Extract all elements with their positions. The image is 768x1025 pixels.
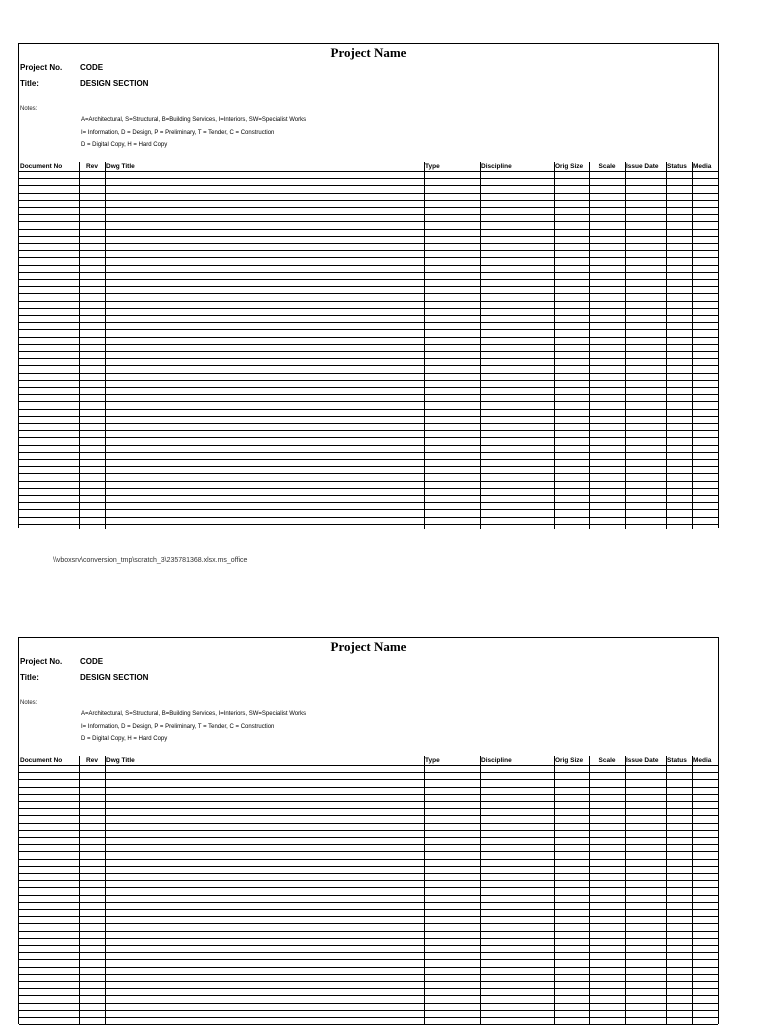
row-divider	[19, 765, 718, 766]
row-divider	[19, 329, 718, 330]
note-value: A=Architectural, S=Structural, B=Building Services, I=Interiors, SW=Specialist Works	[81, 117, 307, 123]
row-divider	[19, 880, 718, 881]
row-divider	[19, 409, 718, 410]
project-no-value: CODE	[80, 657, 104, 666]
row-divider	[19, 351, 718, 352]
title-label: Title:	[20, 79, 39, 88]
column-header-document-no: Document No	[20, 163, 63, 170]
note-value: D = Digital Copy, H = Hard Copy	[81, 736, 168, 742]
row-divider	[19, 243, 718, 244]
register-sheet-1	[18, 43, 719, 528]
row-divider	[19, 416, 718, 417]
column-divider	[589, 756, 590, 1025]
drawing-register-table	[19, 756, 718, 1025]
row-divider	[19, 779, 718, 780]
column-header-media: Media	[693, 163, 712, 170]
column-header-issue-date: Issue Date	[626, 757, 659, 764]
row-divider	[19, 772, 718, 773]
row-divider	[19, 301, 718, 302]
row-divider	[19, 873, 718, 874]
title-label: Title:	[20, 673, 39, 682]
row-divider	[19, 229, 718, 230]
column-header-type: Type	[425, 757, 440, 764]
notes-label: Notes:	[20, 106, 38, 112]
column-header-discipline: Discipline	[481, 757, 512, 764]
column-header-dwg-title: Dwg Title	[106, 163, 135, 170]
row-divider	[19, 787, 718, 788]
row-divider	[19, 859, 718, 860]
row-divider	[19, 322, 718, 323]
row-divider	[19, 481, 718, 482]
row-divider	[19, 250, 718, 251]
column-divider	[692, 756, 693, 1025]
project-no-value: CODE	[80, 63, 104, 72]
row-divider	[19, 200, 718, 201]
row-divider	[19, 981, 718, 982]
row-divider	[19, 801, 718, 802]
project-name-heading: Project Name	[330, 45, 407, 60]
column-header-status: Status	[667, 163, 687, 170]
row-divider	[19, 974, 718, 975]
column-header-dwg-title: Dwg Title	[106, 757, 135, 764]
row-divider	[19, 967, 718, 968]
row-divider	[19, 178, 718, 179]
column-header-status: Status	[667, 757, 687, 764]
row-divider	[19, 1017, 718, 1018]
column-header-rev: Rev	[86, 757, 98, 764]
note-value: D = Digital Copy, H = Hard Copy	[81, 142, 168, 148]
row-divider	[19, 495, 718, 496]
row-divider	[19, 452, 718, 453]
row-divider	[19, 358, 718, 359]
title-value: DESIGN SECTION	[80, 673, 149, 682]
project-name-heading: Project Name	[330, 639, 407, 654]
row-divider	[19, 995, 718, 996]
row-divider	[19, 502, 718, 503]
row-divider	[19, 1003, 718, 1004]
row-divider	[19, 293, 718, 294]
row-divider	[19, 365, 718, 366]
row-divider	[19, 430, 718, 431]
row-divider	[19, 866, 718, 867]
column-header-scale: Scale	[598, 757, 616, 764]
row-divider	[19, 959, 718, 960]
row-divider	[19, 445, 718, 446]
row-divider	[19, 945, 718, 946]
drawing-register-table	[19, 162, 718, 529]
note-value: I= Information, D = Design, P = Preliminary, T = Tender, C = Construction	[81, 724, 275, 730]
row-divider	[19, 286, 718, 287]
row-divider	[19, 308, 718, 309]
column-divider	[554, 756, 555, 1025]
row-divider	[19, 437, 718, 438]
row-divider	[19, 837, 718, 838]
column-header-orig-size: Orig Size	[555, 757, 584, 764]
row-divider	[19, 895, 718, 896]
register-sheet-2	[18, 637, 719, 1024]
column-divider	[666, 756, 667, 1025]
row-divider	[19, 380, 718, 381]
row-divider	[19, 272, 718, 273]
row-divider	[19, 488, 718, 489]
row-divider	[19, 844, 718, 845]
column-header-issue-date: Issue Date	[626, 163, 659, 170]
row-divider	[19, 509, 718, 510]
row-divider	[19, 851, 718, 852]
row-divider	[19, 938, 718, 939]
row-divider	[19, 373, 718, 374]
column-header-scale: Scale	[598, 163, 616, 170]
row-divider	[19, 279, 718, 280]
row-divider	[19, 794, 718, 795]
column-divider	[105, 756, 106, 1025]
row-divider	[19, 808, 718, 809]
row-divider	[19, 265, 718, 266]
notes-label: Notes:	[20, 700, 38, 706]
row-divider	[19, 207, 718, 208]
column-header-type: Type	[425, 163, 440, 170]
row-divider	[19, 887, 718, 888]
row-divider	[19, 257, 718, 258]
column-header-media: Media	[693, 757, 712, 764]
row-divider	[19, 1010, 718, 1011]
column-divider	[79, 756, 80, 1025]
row-divider	[19, 459, 718, 460]
column-divider	[625, 756, 626, 1025]
row-divider	[19, 193, 718, 194]
row-divider	[19, 315, 718, 316]
row-divider	[19, 423, 718, 424]
column-divider	[480, 756, 481, 1025]
row-divider	[19, 344, 718, 345]
row-divider	[19, 931, 718, 932]
row-divider	[19, 236, 718, 237]
column-header-orig-size: Orig Size	[555, 163, 584, 170]
row-divider	[19, 823, 718, 824]
row-divider	[19, 337, 718, 338]
project-no-label: Project No.	[20, 63, 63, 72]
column-header-document-no: Document No	[20, 757, 63, 764]
row-divider	[19, 214, 718, 215]
row-divider	[19, 517, 718, 518]
row-divider	[19, 815, 718, 816]
column-header-rev: Rev	[86, 163, 98, 170]
row-divider	[19, 394, 718, 395]
row-divider	[19, 221, 718, 222]
row-divider	[19, 909, 718, 910]
note-value: I= Information, D = Design, P = Preliminary, T = Tender, C = Construction	[81, 130, 275, 136]
row-divider	[19, 952, 718, 953]
row-divider	[19, 988, 718, 989]
column-header-discipline: Discipline	[481, 163, 512, 170]
row-divider	[19, 387, 718, 388]
title-value: DESIGN SECTION	[80, 79, 149, 88]
row-divider	[19, 171, 718, 172]
row-divider	[19, 524, 718, 525]
file-path-footer: \\vboxsrv\conversion_tmp\scratch_3\235781368.xlsx.ms_office	[53, 557, 248, 564]
row-divider	[19, 473, 718, 474]
row-divider	[19, 401, 718, 402]
row-divider	[19, 466, 718, 467]
row-divider	[19, 902, 718, 903]
row-divider	[19, 916, 718, 917]
row-divider	[19, 185, 718, 186]
column-divider	[424, 756, 425, 1025]
note-value: A=Architectural, S=Structural, B=Building Services, I=Interiors, SW=Specialist Works	[81, 711, 307, 717]
row-divider	[19, 923, 718, 924]
project-no-label: Project No.	[20, 657, 63, 666]
row-divider	[19, 830, 718, 831]
